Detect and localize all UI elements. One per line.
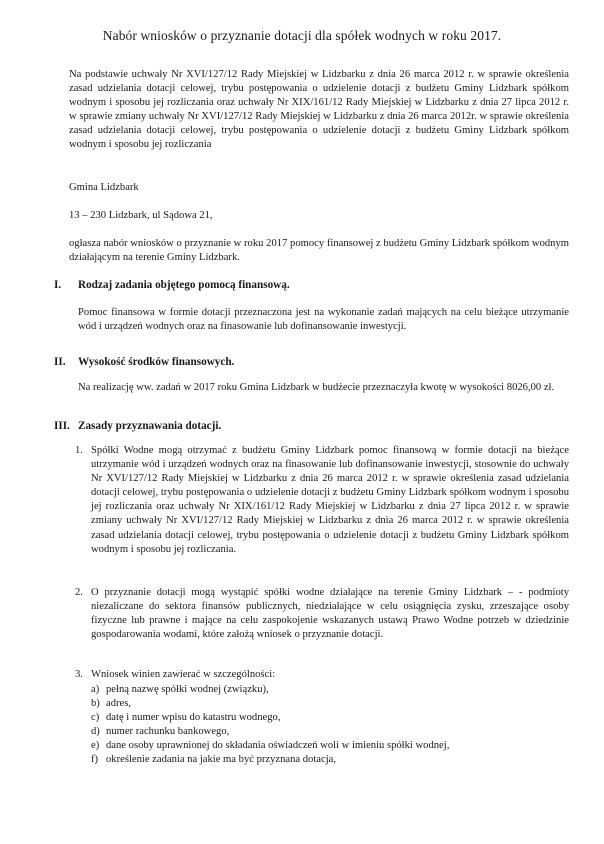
sub-item-text: datę i numer wpisu do katastru wodnego, <box>106 712 281 724</box>
list-item-text: Wniosek winien zawierać w szczególności: <box>91 669 276 680</box>
list-item <box>91 725 449 739</box>
section-title: Rodzaj zadania objętego pomocą finansową. <box>78 279 290 291</box>
sub-item-letter: f) <box>91 754 99 766</box>
section-heading-2 <box>54 356 234 368</box>
application-contents-list <box>91 683 449 768</box>
sub-item-letter: a) <box>91 684 100 695</box>
sub-item-letter: c) <box>91 712 100 724</box>
list-item <box>91 683 449 697</box>
section-2-text: Na realizację ww. zadań w 2017 roku Gmina Lidzbark w budżecie przeznaczyła kwotę w wysokości 8026,00 zł. <box>78 382 555 393</box>
list-item <box>91 711 449 725</box>
sub-item-text: dane osoby uprawnionej do składania oświadczeń woli w imieniu spółki wodnej, <box>106 740 450 752</box>
section-number: II. <box>54 356 66 368</box>
sub-item-letter: d) <box>91 726 100 738</box>
announcement-paragraph: ogłasza nabór wniosków o przyznanie w roku 2017 pomocy finansowej z budżetu Gminy Lidzbark spółkom wodnym działającym na terenie Gminy Lidzbark. <box>69 238 569 264</box>
municipality-name: Gmina Lidzbark <box>69 182 139 193</box>
section-heading-1 <box>54 279 290 291</box>
sub-item-text: adres, <box>106 698 131 710</box>
document-title: Nabór wniosków o przyznanie dotacji dla spółek wodnych w roku 2017. <box>102 28 502 43</box>
sub-item-letter: e) <box>91 740 100 752</box>
municipality-address: 13 – 230 Lidzbark, ul Sądowa 21, <box>69 210 213 221</box>
legal-basis-paragraph: Na podstawie uchwały Nr XVI/127/12 Rady Miejskiej w Lidzbarku z dnia 26 marca 2012 r. w sprawie określenia zasad udzielania dotacji celowej, trybu postępowania o udzielenie dotacji z budżetu Gminy Lidzbark spółkom wodnym i sposobu jej rozliczania oraz uchwały Nr XIX/161/12 Rady Miejskiej w Lidzbarku z dnia 27 lipca 2012 r. w sprawie zmiany uchwały Nr XVI/127/12 Rady Miejskiej w Lidzbarku z dnia 26 marca 2012r. w sprawie określenia zasad udzielania dotacji celowej, trybu postępowania o udzielenie dotacji z budżetu Gminy Lidzbark spółkom wodnym i sposobu jej rozliczania <box>69 69 569 151</box>
rules-list-item-1 <box>75 444 569 557</box>
sub-item-text: określenie zadania na jakie ma być przyznana dotacja, <box>106 754 337 766</box>
list-item-number: 3. <box>75 669 83 680</box>
list-item-text: Spółki Wodne mogą otrzymać z budżetu Gminy Lidzbark pomoc finansową w formie dotacji na bieżące utrzymanie wód i urządzeń wodnych oraz na finasowanie lub dofinansowanie inwestycji, stosownie do uchwały Nr XVI/127/12 Rady Miejskiej w Lidzbarku z dnia 26 marca 2012 r. w sprawie określenia zasad udzielania dotacji celowej, trybu postępowania o udzielenie dotacji z budżetu Gminy Lidzbark spółkom wodnym i sposobu jej rozliczania oraz uchwały Nr XIX/161/12 Rady Miejskiej w Lidzbarku z dnia 27 lipca 2012 r. w sprawie zmiany uchwały Nr XVI/127/12 Rady Miejskiej w Lidzbarku z dnia 26 marca 2012 r. w sprawie określenia zasad udzielania dotacji celowej, trybu postępowania o udzielenie dotacji z budżetu Gminy Lidzbark spółkom wodnym i sposobu jej rozliczania. <box>91 445 569 555</box>
list-item-number: 2. <box>75 587 83 598</box>
section-title: Wysokość środków finansowych. <box>78 356 235 368</box>
list-item-text: O przyznanie dotacji mogą wystąpić spółki wodne działające na terenie Gminy Lidzbark – - podmioty niezaliczane do sektora finansów publicznych, niedziałające w celu osiągnięcia zysku, zrzeszające osoby fizyczne lub prawne i mające na celu zaspokojenie wskazanych ustawą Prawo Wodne potrzeb w dziedzinie gospodarowania wodami, które założą wniosek o przyznanie dotacji. <box>91 587 569 641</box>
section-heading-3 <box>54 420 221 432</box>
rules-list-item-2 <box>75 586 569 642</box>
section-number: III. <box>54 420 70 432</box>
section-number: I. <box>54 279 62 291</box>
list-item <box>91 697 449 711</box>
list-item <box>91 739 449 753</box>
section-1-text: Pomoc finansowa w formie dotacji przeznaczona jest na wykonanie zadań mających na celu bieżące utrzymanie wód i urządzeń wodnych oraz na finasowanie lub dofinansowanie inwestycji. <box>78 307 569 333</box>
sub-item-text: numer rachunku bankowego, <box>106 726 230 738</box>
sub-item-letter: b) <box>91 698 100 710</box>
list-item <box>91 753 449 767</box>
sub-item-text: pełną nazwę spółki wodnej (związku), <box>106 684 269 695</box>
list-item-number: 1. <box>75 445 83 456</box>
rules-list-item-3 <box>75 668 569 682</box>
section-title: Zasady przyznawania dotacji. <box>78 420 222 432</box>
